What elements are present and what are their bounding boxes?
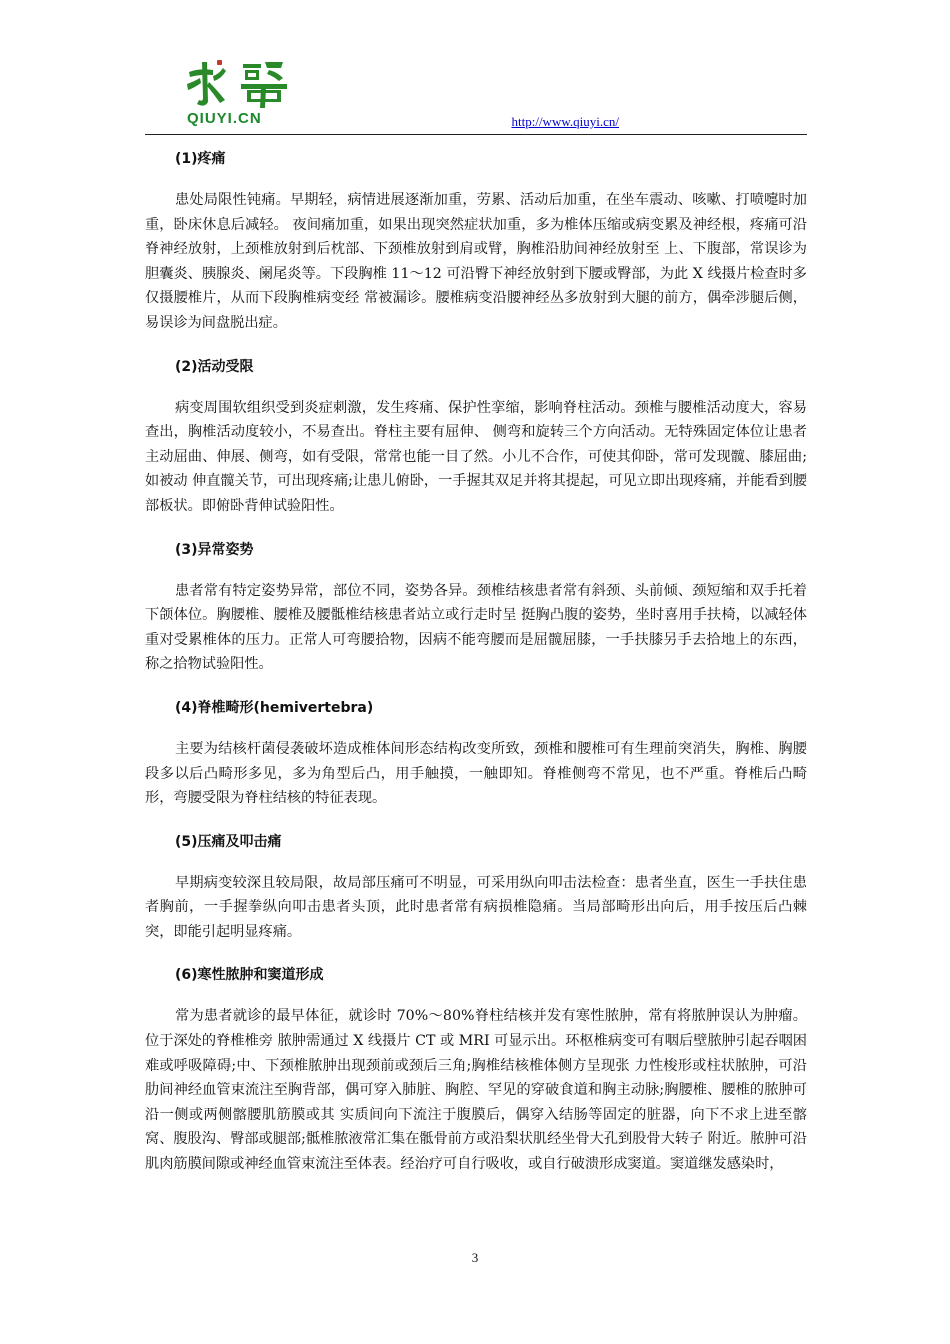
section-abnormal-posture [145, 533, 807, 677]
site-url-link[interactable]: http://www.qiuyi.cn/ [511, 114, 619, 129]
section-heading: (2)活动受限 [175, 358, 254, 375]
section-heading: (3)异常姿势 [175, 541, 254, 558]
qiuyi-logo[interactable] [183, 58, 343, 130]
section-cold-abscess [145, 958, 807, 1176]
section-heading: (5)压痛及叩击痛 [175, 833, 282, 850]
section-paragraph: 患处局限性钝痛。早期轻，病情进展逐渐加重，劳累、活动后加重，在坐车震动、咳嗽、打喷嚏时加重，卧床休息后减轻。 夜间痛加重，如果出现突然症状加重，多为椎体压缩或病变累及神经根，疼痛可沿脊神经放射，上颈椎放射到后枕部、下颈椎放射到肩或臂，胸椎沿肋间神经放射至 上、下腹部，常误诊为胆囊炎、胰腺炎、阑尾炎等。下段胸椎 11～12 可沿臀下神经放射到下腰或臀部，为此 X 线摄片检查时多仅摄腰椎片，从而下段胸椎病变经 常被漏诊。腰椎病变沿腰神经丛多放射到大腿的前方，偶牵涉腿后侧，易误诊为间盘脱出症。 [145, 192, 807, 331]
logo-calligraphy-icon [183, 58, 303, 110]
section-heading: (1)疼痛 [175, 151, 226, 167]
section-limited-motion [145, 350, 807, 519]
section-paragraph: 早期病变较深且较局限，故局部压痛可不明显，可采用纵向叩击法检查：患者坐直，医生一手扶住患者胸前，一手握拳纵向叩击患者头顶，此时患者常有病损椎隐痛。当局部畸形出向后，用手按压后凸棘突，即能引起明显疼痛。 [145, 874, 807, 940]
page-header [145, 58, 807, 135]
section-paragraph: 常为患者就诊的最早体征，就诊时 70%～80%脊柱结核并发有寒性脓肿，常有将脓肿误认为肿瘤。位于深处的脊椎椎旁 脓肿需通过 X 线摄片 CT 或 MRI 可显示出。环枢椎病变可有咽后壁脓肿引起吞咽困难或呼吸障碍;中、下颈椎脓肿出现颈前或颈后三角;胸椎结核椎体侧方呈现张 力性梭形或柱状脓肿，可沿肋间神经血管束流注至胸背部，偶可穿入肺脏、胸腔、罕见的穿破食道和胸主动脉;胸腰椎、腰椎的脓肿可沿一侧或两侧髂腰肌筋膜或其 实质间向下流注于腹膜后，偶穿入结肠等固定的脏器，向下不求上进至髂窝、腹股沟、臀部或腿部;骶椎脓液常汇集在骶骨前方或沿梨状肌经坐骨大孔到股骨大转子 附近。脓肿可沿肌肉筋膜间隙或神经血管束流注至体表。经治疗可自行吸收，或自行破溃形成窦道。窦道继发感染时， [145, 1008, 807, 1173]
logo-subtitle [187, 110, 262, 127]
logo-sub-cn: CN [238, 110, 262, 127]
section-tenderness [145, 825, 807, 945]
section-paragraph: 患者常有特定姿势异常，部位不同，姿势各异。颈椎结核患者常有斜颈、头前倾、颈短缩和双手托着下颌体位。胸腰椎、腰椎及腰骶椎结核患者站立或行走时呈 挺胸凸腹的姿势，坐时喜用手扶椅，以减轻体重对受累椎体的压力。正常人可弯腰拾物，因病不能弯腰而是屈髋屈膝，一手扶膝另手去拾地上的东西，称之拾物试验阳性。 [145, 582, 807, 673]
section-paragraph: 病变周围软组织受到炎症刺激，发生疼痛、保护性挛缩，影响脊柱活动。颈椎与腰椎活动度大，容易查出，胸椎活动度较小，不易查出。脊柱主要有屈伸、 侧弯和旋转三个方向活动。无特殊固定体位让患者主动屈曲、伸展、侧弯，如有受限，常常也能一目了然。小儿不合作，可使其仰卧，常可发现髋、膝屈曲;如被动 伸直髋关节，可出现疼痛;让患儿俯卧，一手握其双足并将其提起，可见立即出现疼痛，并能看到腰部板状。即俯卧背伸试验阳性。 [145, 399, 807, 514]
section-heading: (6)寒性脓肿和窦道形成 [175, 967, 324, 984]
logo-sub-dot: . [232, 110, 239, 127]
section-spinal-deformity [145, 691, 807, 811]
section-heading: (4)脊椎畸形(hemivertebra) [175, 699, 374, 716]
section-pain [145, 142, 807, 336]
logo-sub-name: QIUYI [187, 110, 233, 127]
page-number: 3 [471, 1250, 479, 1265]
section-paragraph: 主要为结核杆菌侵袭破坏造成椎体间形态结构改变所致，颈椎和腰椎可有生理前突消失，胸椎、胸腰段多以后凸畸形多见，多为角型后凸，用手触摸，一触即知。脊椎侧弯不常见，也不严重。脊椎后凸畸形，弯腰受限为脊柱结核的特征表现。 [145, 740, 807, 807]
document-body [145, 142, 807, 1191]
